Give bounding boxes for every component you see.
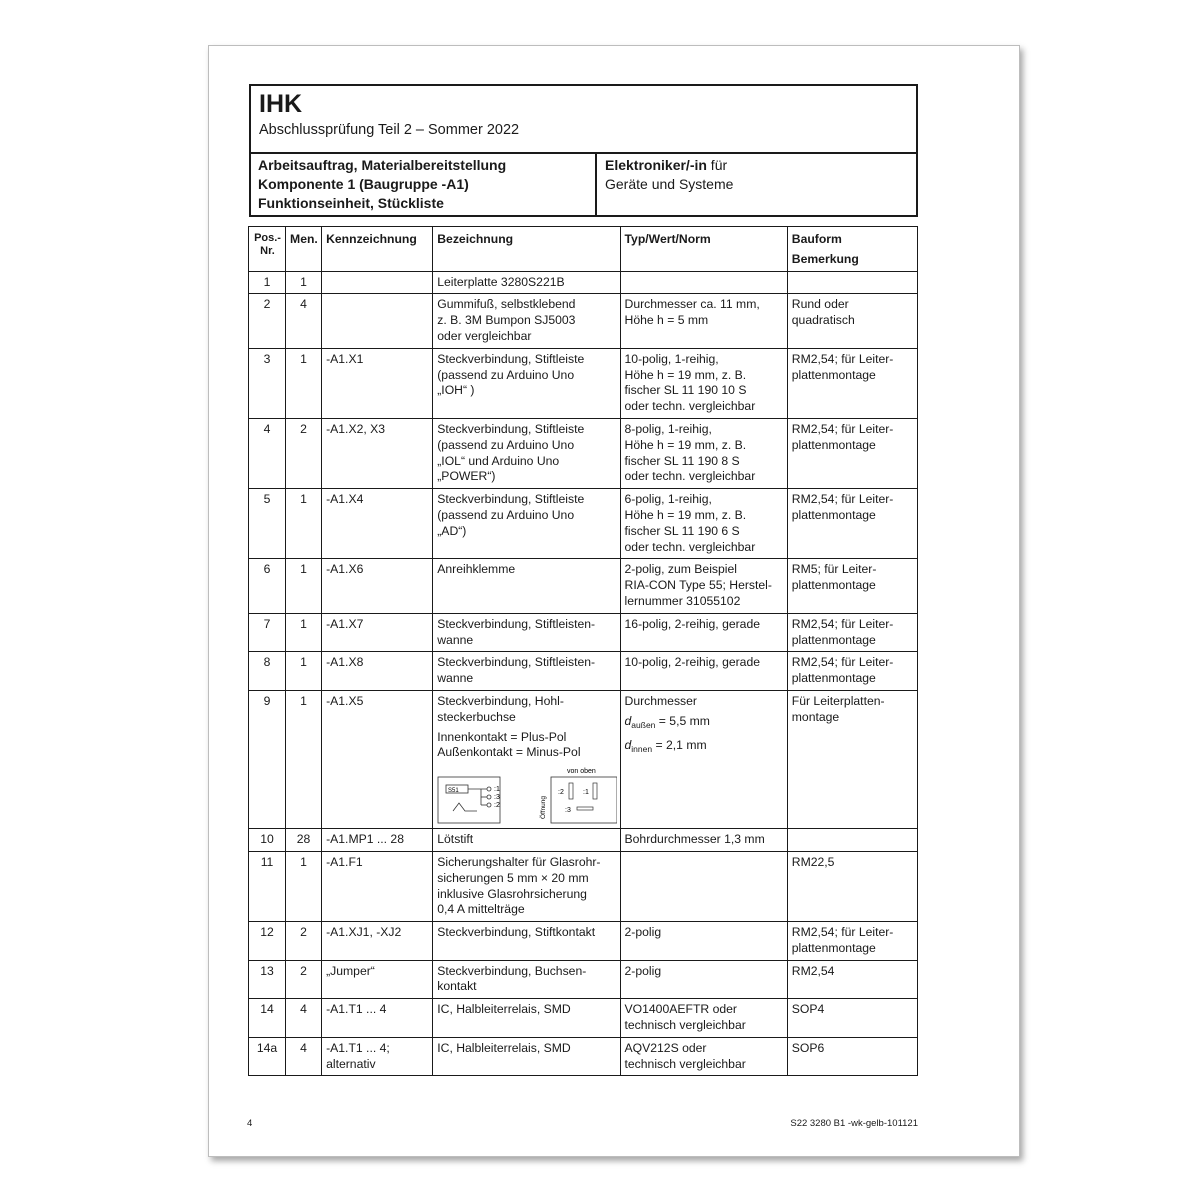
table-row — [249, 559, 918, 613]
schematic-pin-label: :1 — [494, 786, 501, 794]
schematic-top-pin: :1 — [583, 789, 590, 797]
cell-bezeichnung: Anreihklemme — [433, 559, 620, 613]
cell-men: 4 — [286, 999, 322, 1038]
cell-bauform: RM2,54; für Leiter- plattenmontage — [787, 922, 917, 961]
cell-kennzeichnung — [322, 271, 433, 294]
cell-typ: 8-polig, 1-reihig, Höhe h = 19 mm, z. B. fischer SL 11 190 8 S oder techn. vergleichbar — [620, 418, 787, 488]
table-row — [249, 829, 918, 852]
cell-men: 28 — [286, 829, 322, 852]
page-number: 4 — [247, 1118, 253, 1129]
cell-typ: 16-polig, 2-reihig, gerade — [620, 613, 787, 652]
exam-header — [249, 84, 918, 217]
task-description — [251, 152, 597, 215]
cell-kennzeichnung — [322, 294, 433, 348]
schematic-opening-label: Öffnung — [540, 796, 548, 820]
cell-bezeichnung: Steckverbindung, Stiftleiste (passend zu Arduino Uno „IOH“ ) — [433, 348, 620, 418]
table-row — [249, 613, 918, 652]
cell-kennzeichnung: -A1.T1 ... 4 — [322, 999, 433, 1038]
cell-bauform — [787, 271, 917, 294]
profession-title: Elektroniker/-in — [605, 157, 707, 173]
cell-bauform: RM2,54; für Leiter- plattenmontage — [787, 348, 917, 418]
cell-kennzeichnung: -A1.X6 — [322, 559, 433, 613]
cell-men: 2 — [286, 418, 322, 488]
col-header-pos: Pos.- Nr. — [249, 227, 286, 272]
cell-kennzeichnung: -A1.XJ1, -XJ2 — [322, 922, 433, 961]
cell-pos: 4 — [249, 418, 286, 488]
diameter-inner-value: = 2,1 mm — [652, 737, 707, 752]
col-header-bezeichnung: Bezeichnung — [433, 227, 620, 272]
cell-bauform: RM22,5 — [787, 851, 917, 921]
cell-typ: 2-polig — [620, 960, 787, 999]
cell-men: 4 — [286, 294, 322, 348]
table-row — [249, 489, 918, 559]
col-header-kennzeichnung: Kennzeichnung — [322, 227, 433, 272]
col-header-bauform — [787, 227, 917, 272]
task-line: Funktionseinheit, Stückliste — [258, 195, 444, 211]
document-page — [208, 45, 1020, 1157]
cell-men: 1 — [286, 489, 322, 559]
cell-kennzeichnung: -A1.T1 ... 4; alternativ — [322, 1037, 433, 1076]
cell-men: 1 — [286, 559, 322, 613]
cell-typ: Bohrdurchmesser 1,3 mm — [620, 829, 787, 852]
cell-men: 1 — [286, 271, 322, 294]
cell-pos: 9 — [249, 690, 286, 828]
table-row — [249, 1037, 918, 1076]
table-row — [249, 851, 918, 921]
cell-kennzeichnung: -A1.X4 — [322, 489, 433, 559]
col-header-bemerkung-line: Bemerkung — [791, 251, 859, 266]
task-line: Arbeitsauftrag, Materialbereitstellung — [258, 157, 507, 173]
cell-typ — [620, 271, 787, 294]
cell-bezeichnung: Steckverbindung, Stiftleisten- wanne — [433, 652, 620, 691]
cell-bezeichnung: Steckverbindung, Stiftleiste (passend zu Arduino Uno „IOL“ und Arduino Uno „POWER“) — [433, 418, 620, 488]
cell-men: 1 — [286, 613, 322, 652]
col-header-typ: Typ/Wert/Norm — [620, 227, 787, 272]
svg-text:S51: S51 — [448, 788, 459, 795]
cell-typ: Durchmesser ca. 11 mm, Höhe h = 5 mm — [620, 294, 787, 348]
schematic-pin-label: :3 — [494, 794, 501, 802]
header-info-block — [251, 152, 916, 215]
table-row — [249, 960, 918, 999]
cell-pos: 2 — [249, 294, 286, 348]
exam-subtitle: Abschlussprüfung Teil 2 – Sommer 2022 — [259, 122, 520, 138]
cell-kennzeichnung: -A1.X7 — [322, 613, 433, 652]
cell-bauform: RM2,54; für Leiter- plattenmontage — [787, 489, 917, 559]
cell-pos: 14a — [249, 1037, 286, 1076]
typ-text: Durchmesser — [624, 693, 697, 708]
cell-pos: 3 — [249, 348, 286, 418]
table-row — [249, 999, 918, 1038]
cell-pos: 10 — [249, 829, 286, 852]
cell-typ: 6-polig, 1-reihig, Höhe h = 19 mm, z. B. fischer SL 11 190 6 S oder techn. vergleichbar — [620, 489, 787, 559]
cell-men: 2 — [286, 922, 322, 961]
table-row — [249, 271, 918, 294]
cell-bauform: RM2,54; für Leiter- plattenmontage — [787, 613, 917, 652]
task-line: Komponente 1 (Baugruppe -A1) — [258, 176, 469, 192]
ihk-title: IHK — [259, 90, 303, 118]
cell-men: 2 — [286, 960, 322, 999]
schematic-top-pin: :2 — [558, 789, 565, 797]
cell-pos: 1 — [249, 271, 286, 294]
diameter-outer-value: = 5,5 mm — [655, 713, 710, 728]
cell-bezeichnung: IC, Halbleiterrelais, SMD — [433, 999, 620, 1038]
cell-kennzeichnung: -A1.X2, X3 — [322, 418, 433, 488]
profession-suffix: für — [706, 157, 728, 173]
cell-bauform: SOP6 — [787, 1037, 917, 1076]
cell-bauform: RM2,54; für Leiter- plattenmontage — [787, 418, 917, 488]
cell-bauform: Für Leiterplatten- montage — [787, 690, 917, 828]
cell-bezeichnung: Steckverbindung, Stiftleiste (passend zu Arduino Uno „AD“) — [433, 489, 620, 559]
col-header-bauform-line: Bauform — [791, 232, 842, 246]
diameter-outer-sub: außen — [631, 719, 656, 730]
cell-kennzeichnung: -A1.X8 — [322, 652, 433, 691]
cell-bezeichnung — [433, 690, 620, 828]
cell-typ: 2-polig, zum Beispiel RIA-CON Type 55; Herstel- lernummer 31055102 — [620, 559, 787, 613]
col-header-men: Men. — [286, 227, 322, 272]
cell-pos: 11 — [249, 851, 286, 921]
table-row — [249, 294, 918, 348]
cell-bauform: RM2,54 — [787, 960, 917, 999]
cell-kennzeichnung: „Jumper“ — [322, 960, 433, 999]
profession-subtitle: Geräte und Systeme — [605, 176, 734, 192]
connector-schematic — [437, 767, 616, 825]
cell-pos: 8 — [249, 652, 286, 691]
cell-bezeichnung: Gummifuß, selbstklebend z. B. 3M Bumpon SJ5003 oder vergleichbar — [433, 294, 620, 348]
cell-bezeichnung: Leiterplatte 3280S221B — [433, 271, 620, 294]
cell-bezeichnung: Steckverbindung, Buchsen- kontakt — [433, 960, 620, 999]
cell-bauform — [787, 829, 917, 852]
cell-men: 1 — [286, 652, 322, 691]
schematic-pin-label: :2 — [494, 802, 501, 810]
cell-typ: VO1400AEFTR oder technisch vergleichbar — [620, 999, 787, 1038]
cell-men: 1 — [286, 690, 322, 828]
schematic-drawing — [437, 767, 617, 825]
cell-pos: 13 — [249, 960, 286, 999]
table-row — [249, 652, 918, 691]
cell-typ: AQV212S oder technisch vergleichbar — [620, 1037, 787, 1076]
schematic-view-label: von oben — [567, 768, 597, 776]
schematic-top-pin: :3 — [565, 807, 572, 815]
cell-kennzeichnung: -A1.MP1 ... 28 — [322, 829, 433, 852]
cell-typ: 10-polig, 1-reihig, Höhe h = 19 mm, z. B. fischer SL 11 190 10 S oder techn. vergleichbar — [620, 348, 787, 418]
cell-kennzeichnung: -A1.X1 — [322, 348, 433, 418]
cell-pos: 14 — [249, 999, 286, 1038]
cell-typ: 10-polig, 2-reihig, gerade — [620, 652, 787, 691]
cell-bauform: RM2,54; für Leiter- plattenmontage — [787, 652, 917, 691]
diameter-outer: $d_{außen} = 5,5$ mm — [624, 713, 710, 730]
table-row — [249, 348, 918, 418]
diameter-inner-sub: innen — [631, 743, 653, 754]
cell-men: 1 — [286, 348, 322, 418]
header-title-block — [251, 86, 916, 154]
cell-typ — [620, 851, 787, 921]
cell-pos: 6 — [249, 559, 286, 613]
cell-bezeichnung: Steckverbindung, Stiftleisten- wanne — [433, 613, 620, 652]
cell-bauform: SOP4 — [787, 999, 917, 1038]
cell-pos: 5 — [249, 489, 286, 559]
table-row — [249, 922, 918, 961]
document-code: S22 3280 B1 -wk-gelb-101121 — [790, 1118, 918, 1129]
cell-typ: 2-polig — [620, 922, 787, 961]
cell-pos: 7 — [249, 613, 286, 652]
cell-bezeichnung: Sicherungshalter für Glasrohr- sicherungen 5 mm × 20 mm inklusive Glasrohrsicherung 0,4 A mittelträge — [433, 851, 620, 921]
profession — [597, 152, 916, 215]
table-row — [249, 418, 918, 488]
cell-bezeichnung: Lötstift — [433, 829, 620, 852]
bez-text: Steckverbindung, Hohl- steckerbuchse — [437, 693, 564, 724]
cell-pos: 12 — [249, 922, 286, 961]
table-row — [249, 690, 918, 828]
diameter-inner: $d_{innen} = 2,1$ mm — [624, 737, 707, 754]
cell-typ — [620, 690, 787, 828]
cell-bezeichnung: IC, Halbleiterrelais, SMD — [433, 1037, 620, 1076]
cell-bauform: Rund oder quadratisch — [787, 294, 917, 348]
parts-list-table — [248, 226, 918, 1076]
cell-men: 4 — [286, 1037, 322, 1076]
cell-kennzeichnung: -A1.F1 — [322, 851, 433, 921]
cell-men: 1 — [286, 851, 322, 921]
table-header-row — [249, 227, 918, 272]
bez-polarity: Innenkontakt = Plus-Pol Außenkontakt = Minus-Pol — [437, 729, 581, 760]
cell-bauform: RM5; für Leiter- plattenmontage — [787, 559, 917, 613]
cell-kennzeichnung: -A1.X5 — [322, 690, 433, 828]
cell-bezeichnung: Steckverbindung, Stiftkontakt — [433, 922, 620, 961]
